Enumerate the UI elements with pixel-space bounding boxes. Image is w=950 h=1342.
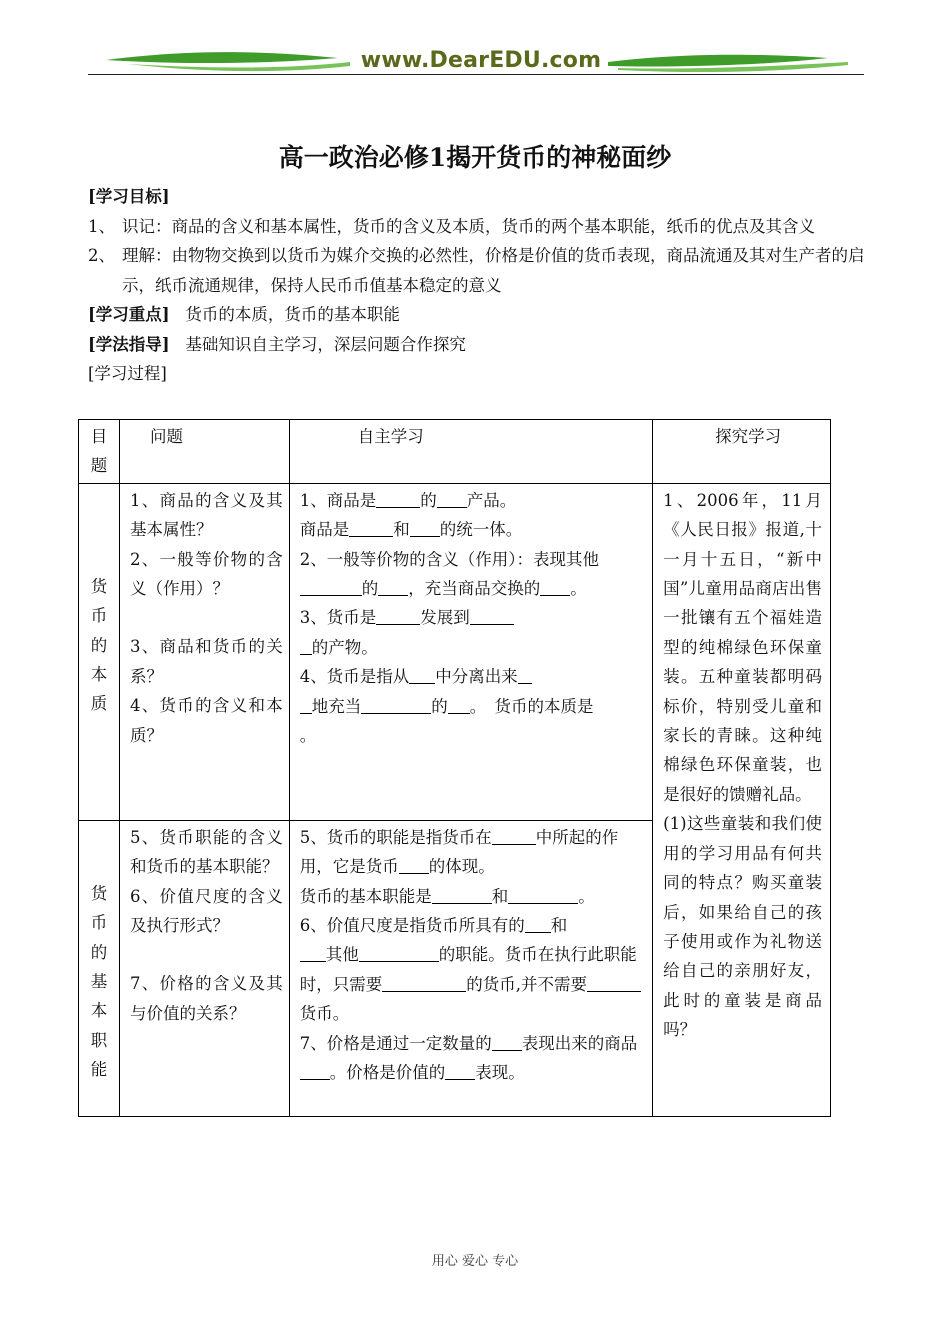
topic-cell xyxy=(79,820,120,1116)
objective-item xyxy=(88,241,868,300)
method-text: 基础知识自主学习，深层问题合作探究 xyxy=(185,334,466,354)
topic-text: 货币的基本职能 xyxy=(90,883,108,1080)
question-item: 1、商品的含义及其基本属性？ xyxy=(129,490,283,540)
answer-blank[interactable] xyxy=(376,605,420,625)
objectives-heading: [学习目标] xyxy=(88,187,170,206)
answer-blank[interactable] xyxy=(448,694,470,714)
fill-in-line: 2、一般等价物的含义（作用）：表现其他 的 ，充当商品交换的 。 xyxy=(299,549,599,599)
site-logo: www.DearEDU.com xyxy=(360,48,602,73)
explore-question: (1)这些童装和我们使用的学习用品有何共同的特点？购买童装后，如果给自己的孩子使用或作为礼物送给自己的亲朋好友，此时的童装是商品吗？ xyxy=(663,814,822,1040)
question-cell xyxy=(119,483,289,820)
question-cell xyxy=(119,820,289,1116)
question-item: 7、价格的含义及其与价值的关系？ xyxy=(129,974,283,1023)
answer-blank[interactable] xyxy=(445,1060,475,1080)
method-line xyxy=(88,330,868,360)
answer-blank[interactable] xyxy=(300,576,362,596)
fill-in-line: 商品是 和 的统一体。 xyxy=(300,515,646,544)
answer-blank[interactable] xyxy=(409,664,435,684)
fill-in-line: 货币的基本职能是 和 。 xyxy=(300,882,646,911)
self-study-cell xyxy=(289,483,652,820)
page-footer: 用心 爱心 专心 xyxy=(431,1254,519,1269)
answer-blank[interactable] xyxy=(359,942,439,962)
answer-blank[interactable] xyxy=(508,884,578,904)
site-header xyxy=(88,44,864,78)
objective-item xyxy=(88,212,868,242)
process-heading: [学习过程] xyxy=(88,364,167,383)
answer-blank[interactable] xyxy=(518,664,532,684)
study-table xyxy=(78,419,831,1117)
objective-text: 识记：商品的含义和基本属性，货币的含义及本质，货币的两个基本职能，纸币的优点及其含义 xyxy=(122,216,815,236)
header-question: 问题 xyxy=(119,420,289,484)
fill-in-line: 6、价值尺度是指货币所具有的 和 其他 的职能。货币在执行此职能时，只需要 的货币,并不需要货币。 xyxy=(300,911,646,1029)
table-row xyxy=(79,483,831,820)
answer-blank[interactable] xyxy=(349,517,393,537)
answer-blank[interactable] xyxy=(361,694,431,714)
answer-blank[interactable] xyxy=(432,884,492,904)
answer-blank[interactable] xyxy=(399,854,429,874)
answer-blank[interactable] xyxy=(587,972,641,992)
explore-text: 1、2006年，11月《人民日报》报道,十一月十五日，“新中国”儿童用品商店出售一批镶有五个福娃造型的纯棉绿色环保童装。五种童装都明码标价，特别受儿童和家长的青睐。这种纯棉绿色环保童装，也是很好的馈赠礼品。 xyxy=(663,490,822,804)
answer-blank[interactable] xyxy=(492,825,536,845)
answer-blank[interactable] xyxy=(470,605,514,625)
method-label: [学法指导] xyxy=(88,334,170,354)
answer-blank[interactable] xyxy=(525,913,551,933)
self-study-cell xyxy=(289,820,652,1116)
page-title: 高一政治必修1揭开货币的神秘面纱 xyxy=(278,143,672,172)
fill-in-line: 1、商品是 的 产品。 xyxy=(300,486,646,515)
fill-in-line: 5、货币的职能是指货币在 中所起的作用，它是货币 的体现。 xyxy=(300,823,646,882)
answer-blank[interactable] xyxy=(376,488,420,508)
answer-blank[interactable] xyxy=(410,517,440,537)
answer-blank[interactable] xyxy=(300,1060,330,1080)
question-item: 4、货币的含义和本质？ xyxy=(129,696,283,745)
fill-in-line: 7、价格是通过一定数量的 表现出来的商品。价格是价值的 表现。 xyxy=(300,1029,646,1088)
topic-cell xyxy=(79,483,120,820)
answer-blank[interactable] xyxy=(300,942,326,962)
objective-text: 理解：由物物交换到以货币为媒介交换的必然性，价格是价值的货币表现，商品流通及其对生产者的启示，纸币流通规律，保持人民币币值基本稳定的意义 xyxy=(122,246,865,295)
answer-blank[interactable] xyxy=(492,1031,522,1051)
header-divider xyxy=(88,74,864,75)
table-header-row xyxy=(79,420,831,484)
document-body xyxy=(88,182,868,389)
question-item: 2、一般等价物的含义（作用）？ xyxy=(129,549,283,599)
objective-number: 1、 xyxy=(88,216,115,236)
fill-in-line: 3、货币是 发展到 的产物。 xyxy=(300,603,646,662)
header-topic: 目题 xyxy=(79,420,120,484)
topic-text: 货币的本质 xyxy=(90,576,108,714)
answer-blank[interactable] xyxy=(382,972,466,992)
question-item: 3、商品和货币的关系？ xyxy=(129,637,283,686)
focus-label: [学习重点] xyxy=(88,305,170,324)
answer-blank[interactable] xyxy=(540,576,570,596)
question-item: 6、价值尺度的含义及执行形式？ xyxy=(129,886,283,936)
objective-number: 2、 xyxy=(88,246,115,265)
question-item: 5、货币职能的含义和货币的基本职能？ xyxy=(129,827,283,877)
answer-blank[interactable] xyxy=(378,576,408,596)
header-self-study: 自主学习 xyxy=(289,420,652,484)
focus-line xyxy=(88,300,868,330)
focus-text: 货币的本质，货币的基本职能 xyxy=(185,305,400,324)
explore-cell xyxy=(653,483,831,1116)
answer-blank[interactable] xyxy=(437,488,467,508)
fill-in-line: 4、货币是指从 中分离出来 地充当 的 。 货币的本质是 。 xyxy=(300,662,646,750)
header-explore: 探究学习 xyxy=(653,420,831,484)
